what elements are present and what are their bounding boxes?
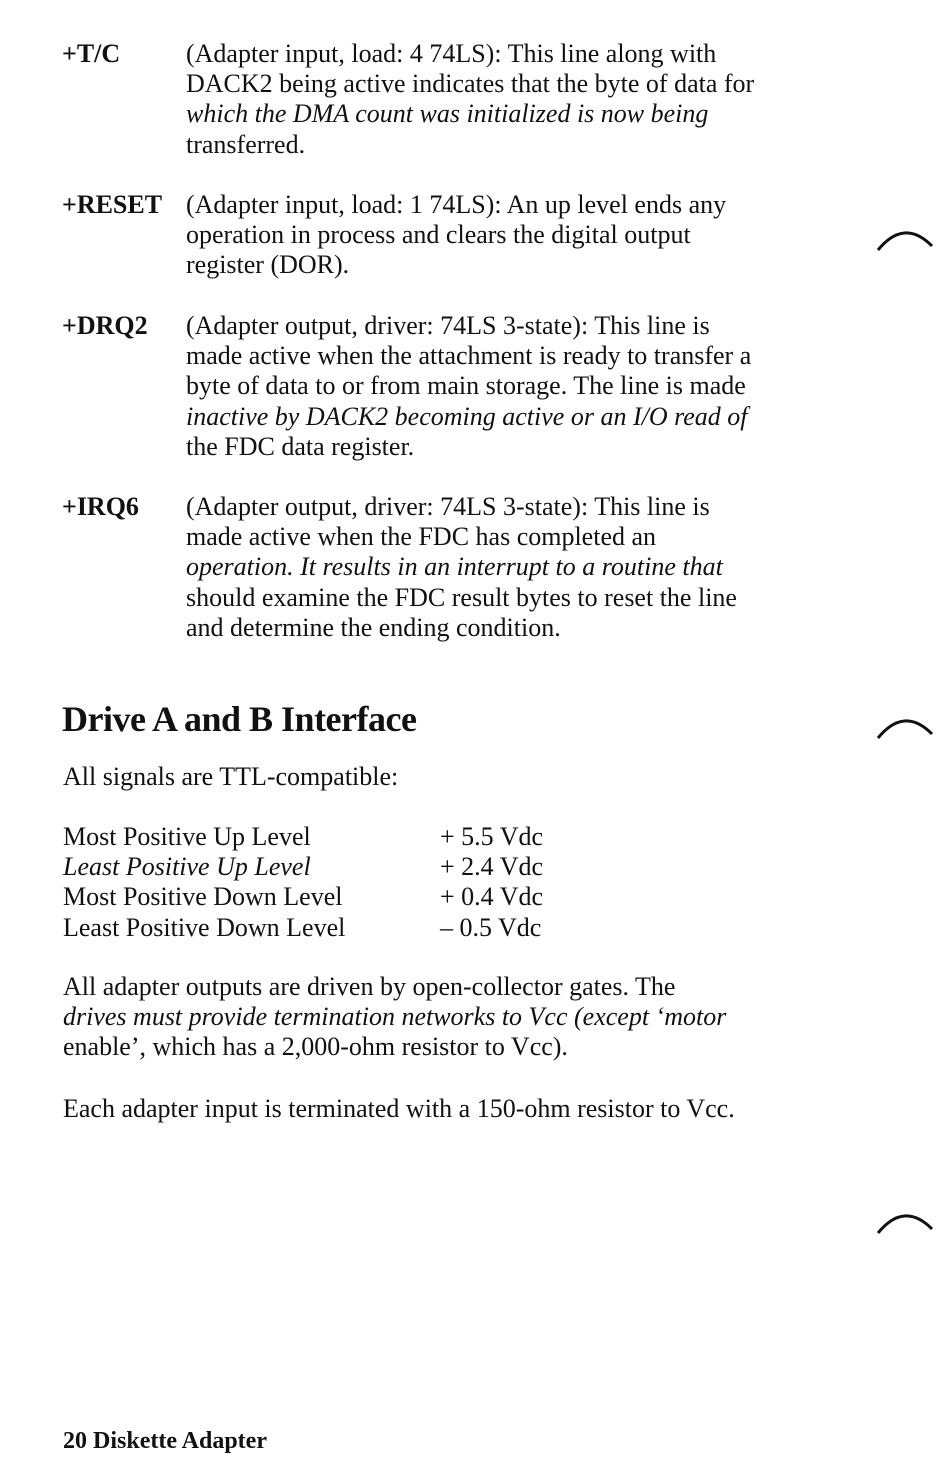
description-line: transferred. bbox=[186, 129, 306, 159]
signal-description bbox=[186, 492, 737, 643]
description-line: (Adapter input, load: 4 74LS): This line along with bbox=[186, 39, 717, 68]
description-line: DACK2 being active indicates that the byte of data for bbox=[186, 69, 755, 99]
description-line: (Adapter input, load: 1 74LS): An up level ends any bbox=[186, 190, 727, 219]
description-line: (Adapter output, driver: 74LS 3-state): This line is bbox=[186, 492, 710, 521]
description-line: and determine the ending condition. bbox=[186, 612, 561, 642]
paragraph-line: All adapter outputs are driven by open-collector gates. The bbox=[63, 972, 676, 1001]
paragraph-inputs: Each adapter input is terminated with a 150-ohm resistor to Vcc. bbox=[63, 1094, 735, 1123]
level-name: Least Positive Down Level bbox=[63, 912, 346, 942]
signal-description bbox=[186, 311, 751, 462]
intro-text: All signals are TTL-compatible: bbox=[63, 762, 399, 791]
signal-description bbox=[186, 190, 726, 281]
level-name: Most Positive Up Level bbox=[63, 822, 311, 851]
binder-hole-mark-icon bbox=[870, 222, 936, 254]
description-line: made active when the attachment is ready to transfer a bbox=[186, 341, 752, 371]
signal-name: +IRQ6 bbox=[62, 492, 139, 521]
paragraph-outputs bbox=[63, 972, 726, 1063]
description-line: which the DMA count was initialized is now being bbox=[186, 99, 709, 129]
paragraph-line: drives must provide termination networks to Vcc (except ‘motor bbox=[63, 1002, 727, 1032]
level-name: Least Positive Up Level bbox=[63, 852, 311, 882]
description-line: operation in process and clears the digital output bbox=[186, 220, 691, 250]
signal-name: +RESET bbox=[62, 190, 163, 219]
description-line: operation. It results in an interrupt to a routine that bbox=[186, 552, 723, 582]
paragraph-line: enable’, which has a 2,000-ohm resistor to Vcc). bbox=[63, 1032, 568, 1062]
description-line: register (DOR). bbox=[186, 250, 350, 280]
description-line: the FDC data register. bbox=[186, 431, 415, 461]
level-value: + 2.4 Vdc bbox=[440, 852, 544, 882]
description-line: inactive by DACK2 becoming active or an I/O read of bbox=[186, 401, 748, 431]
level-value: – 0.5 Vdc bbox=[440, 912, 542, 942]
description-line: should examine the FDC result bytes to reset the line bbox=[186, 582, 737, 612]
description-line: byte of data to or from main storage. The line is made bbox=[186, 371, 746, 401]
page-footer: 20 Diskette Adapter bbox=[63, 1428, 267, 1454]
description-line: (Adapter output, driver: 74LS 3-state): This line is bbox=[186, 311, 710, 340]
signal-name: +DRQ2 bbox=[62, 311, 148, 340]
binder-hole-mark-icon bbox=[870, 1203, 936, 1235]
signal-description bbox=[186, 39, 754, 160]
level-value: + 5.5 Vdc bbox=[440, 822, 544, 851]
signal-name: +T/C bbox=[62, 39, 121, 68]
description-line: made active when the FDC has completed an bbox=[186, 522, 657, 552]
section-heading: Drive A and B Interface bbox=[62, 699, 417, 739]
level-value: + 0.4 Vdc bbox=[440, 882, 544, 912]
binder-hole-mark-icon bbox=[870, 708, 936, 740]
level-name: Most Positive Down Level bbox=[63, 882, 343, 912]
